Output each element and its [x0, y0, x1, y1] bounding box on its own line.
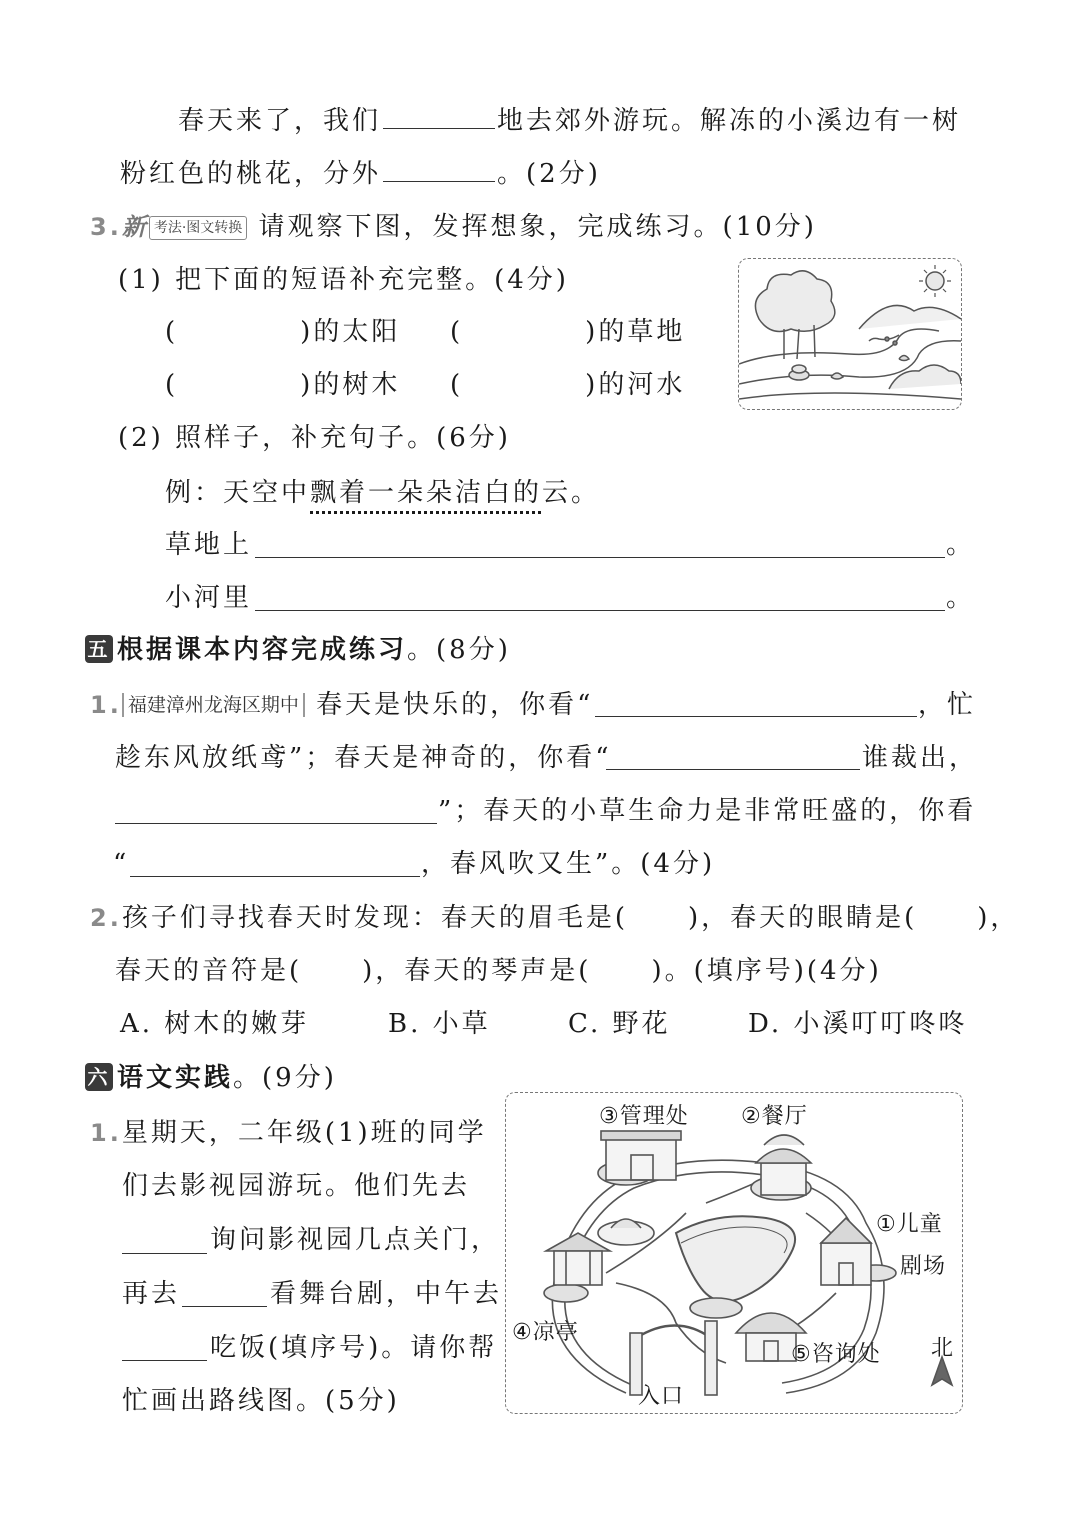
emphasized-phrase: 飘着一朵朵洁白的	[310, 478, 543, 508]
option-b: B. 小草	[388, 1009, 491, 1039]
park-map[interactable]	[505, 1092, 963, 1414]
answer-blank[interactable]	[383, 155, 495, 182]
phrase-row-1b: ( )的草地	[450, 317, 686, 347]
scenery-picture	[738, 258, 962, 410]
poem-answer-line[interactable]	[606, 769, 860, 770]
s5-q2-line2: 春天的音符是( )，春天的琴声是( )。(填序号)(4分)	[115, 956, 882, 986]
sentence-end: 。	[946, 530, 976, 560]
restaurant-label: ②餐厅	[741, 1104, 808, 1129]
q2-tail-line1: 春天来了，我们 地去郊外游玩。解冻的小溪边有一树	[178, 102, 961, 139]
option-d: D. 小溪叮叮咚咚	[748, 1009, 968, 1039]
sentence-answer-line[interactable]	[255, 557, 945, 558]
s5-q1-l4-pre: “	[113, 849, 130, 879]
q3-part1-title: (1) 把下面的短语补充完整。(4分)	[118, 265, 569, 295]
s6-q1-line1: 1.星期天，二年级(1)班的同学	[90, 1118, 487, 1148]
s5-q1-l4-post: ，春风吹又生”。(4分)	[421, 849, 716, 879]
theater-label-1: ①儿童	[876, 1212, 943, 1237]
question-number: 2.	[90, 904, 122, 932]
place-answer-line[interactable]	[122, 1360, 207, 1361]
example-sentence: 例：天空中飘着一朵朵洁白的云。	[165, 478, 601, 508]
new-tag: 新	[121, 213, 149, 241]
landscape-illustration	[739, 259, 961, 409]
s5-q1-line1: 1. 福建漳州龙海区期中 春天是快乐的，你看“	[90, 690, 594, 720]
answer-blank[interactable]	[383, 102, 495, 129]
pavilion-label: ④凉亭	[512, 1320, 579, 1345]
option-a: A. 树木的嫩芽	[120, 1009, 310, 1039]
s6-q1-line6: 忙画出路线图。(5分)	[122, 1386, 400, 1416]
option-c: C. 野花	[568, 1009, 671, 1039]
sentence-answer-line[interactable]	[255, 610, 945, 611]
s6-q1-line3: 询问影视园几点关门，	[210, 1225, 501, 1255]
s6-q1-l4-post: 看舞台剧，中午去	[270, 1279, 503, 1309]
sentence-end: 。	[946, 583, 976, 613]
source-tag: 福建漳州龙海区期中	[122, 693, 305, 717]
question-number: 1.	[90, 691, 122, 719]
sentence-label-river: 小河里	[165, 583, 253, 613]
question-number: 1.	[90, 1119, 122, 1147]
section-number-icon: 五	[85, 635, 113, 663]
info-center-label: ⑤咨询处	[791, 1342, 881, 1367]
q3-prompt: 请观察下图，发挥想象，完成练习。(10分)	[258, 212, 817, 242]
phrase-row-1: ( )的太阳	[165, 317, 401, 347]
place-answer-line[interactable]	[122, 1253, 207, 1254]
admin-office-label: ③管理处	[599, 1104, 689, 1129]
q3-part2-title: (2) 照样子，补充句子。(6分)	[118, 423, 511, 453]
section-title: 根据课本内容完成练习	[117, 635, 408, 665]
q3-header	[90, 209, 817, 245]
section-title: 语文实践	[117, 1063, 234, 1093]
north-label: 北	[931, 1336, 955, 1361]
s5-q1-line2: 趁东风放纸鸢”；春天是神奇的，你看“	[115, 743, 612, 773]
s6-q1-line2: 们去影视园游玩。他们先去	[122, 1171, 471, 1201]
s5-q1-line3: ”；春天的小草生命力是非常旺盛的，你看	[438, 796, 977, 826]
s6-q1-line5: 吃饭(填序号)。请你帮	[210, 1333, 498, 1363]
s6-q1-l4-pre: 再去	[122, 1279, 181, 1309]
question-number: 3.	[90, 213, 122, 241]
question-type-tag: 考法·图文转换	[149, 216, 247, 240]
poem-answer-line[interactable]	[130, 876, 420, 877]
s5-q1-l2-post: 谁裁出，	[862, 743, 979, 773]
poem-answer-line[interactable]	[115, 823, 437, 824]
section-5-header: 五 根据课本内容完成练习。(8分)	[85, 632, 511, 668]
entrance-label: 入口	[638, 1384, 685, 1409]
theater-label-2: 剧场	[900, 1254, 947, 1279]
phrase-row-2b: ( )的河水	[450, 370, 686, 400]
phrase-row-2: ( )的树木	[165, 370, 401, 400]
s5-q1-l1-post: ，忙	[918, 690, 977, 720]
section-number-icon: 六	[85, 1063, 113, 1091]
map-illustration	[506, 1093, 962, 1413]
section-6-header: 六 语文实践。(9分)	[85, 1060, 337, 1096]
place-answer-line[interactable]	[182, 1306, 267, 1307]
s5-q2-line1: 2.孩子们寻找春天时发现：春天的眉毛是( )，春天的眼睛是( )，	[90, 903, 1020, 933]
poem-answer-line[interactable]	[595, 716, 917, 717]
sentence-label-grass: 草地上	[165, 530, 253, 560]
q2-tail-line2: 粉红色的桃花，分外 。(2分)	[120, 155, 601, 192]
